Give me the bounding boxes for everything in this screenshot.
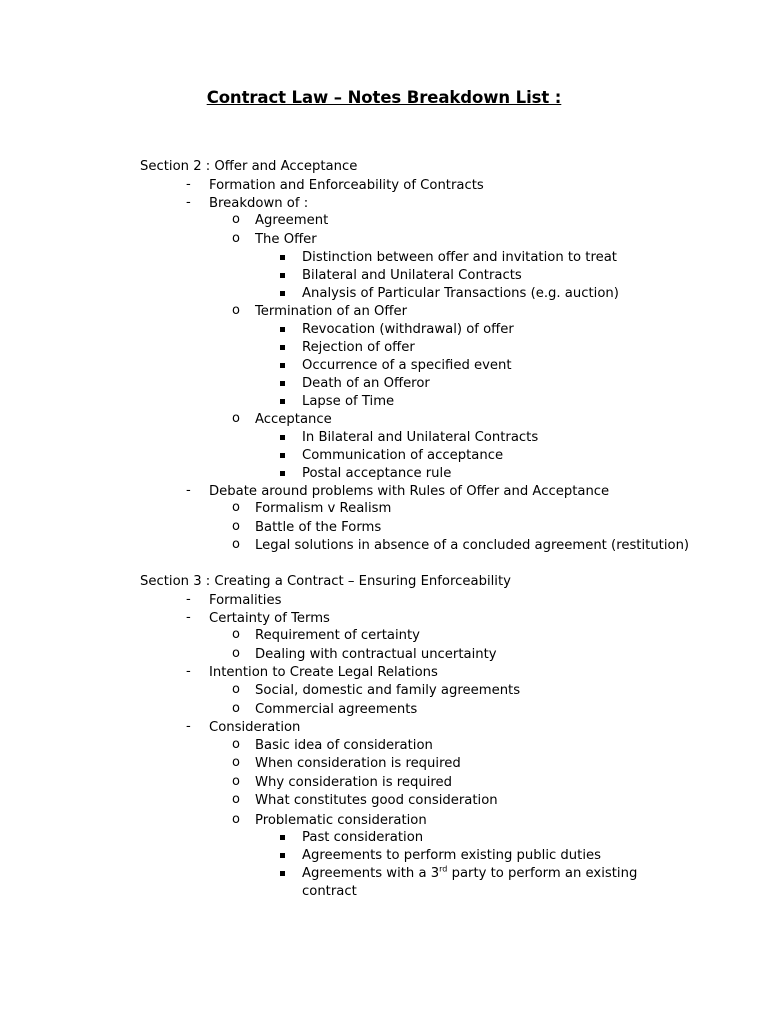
third-party-text-a: Agreements with a 3 bbox=[302, 866, 440, 881]
list-item: Why consideration is required bbox=[255, 775, 453, 790]
square-bullet bbox=[280, 363, 285, 368]
list-item: When consideration is required bbox=[255, 756, 461, 771]
square-bullet bbox=[280, 345, 285, 350]
circle-bullet: o bbox=[232, 701, 240, 716]
list-item: Certainty of Terms bbox=[209, 611, 330, 626]
circle-bullet: o bbox=[232, 812, 240, 827]
list-item: Occurrence of a specified event bbox=[302, 358, 512, 373]
square-bullet bbox=[280, 399, 285, 404]
list-item: Commercial agreements bbox=[255, 702, 418, 717]
list-item: Debate around problems with Rules of Offer and Acceptance bbox=[209, 484, 610, 499]
square-bullet bbox=[280, 273, 285, 278]
square-bullet bbox=[280, 381, 285, 386]
list-item: Agreement bbox=[255, 213, 329, 228]
list-item: Death of an Offeror bbox=[302, 376, 430, 391]
square-bullet bbox=[280, 327, 285, 332]
list-item: Legal solutions in absence of a concluded agreement (restitution) bbox=[255, 538, 690, 553]
circle-bullet: o bbox=[232, 646, 240, 661]
list-item: Formalism v Realism bbox=[255, 501, 392, 516]
third-party-text-b: party to perform an existing bbox=[451, 866, 638, 881]
list-item: Requirement of certainty bbox=[255, 628, 420, 643]
dash-bullet: - bbox=[186, 719, 191, 734]
page-title: Contract Law – Notes Breakdown List : bbox=[206, 88, 562, 107]
list-item: Intention to Create Legal Relations bbox=[209, 665, 438, 680]
circle-bullet: o bbox=[232, 519, 240, 534]
list-item: Dealing with contractual uncertainty bbox=[255, 647, 497, 662]
square-bullet bbox=[280, 871, 285, 876]
circle-bullet: o bbox=[232, 774, 240, 789]
list-item: Formalities bbox=[209, 593, 282, 608]
section-2-heading: Section 2 : Offer and Acceptance bbox=[140, 159, 358, 174]
circle-bullet: o bbox=[232, 411, 240, 426]
circle-bullet: o bbox=[232, 537, 240, 552]
list-item: Battle of the Forms bbox=[255, 520, 382, 535]
list-item: Formation and Enforceability of Contracts bbox=[209, 178, 484, 193]
list-item: Bilateral and Unilateral Contracts bbox=[302, 268, 522, 283]
list-item: Revocation (withdrawal) of offer bbox=[302, 322, 514, 337]
circle-bullet: o bbox=[232, 792, 240, 807]
circle-bullet: o bbox=[232, 627, 240, 642]
dash-bullet: - bbox=[186, 483, 191, 498]
square-bullet bbox=[280, 835, 285, 840]
list-item: In Bilateral and Unilateral Contracts bbox=[302, 430, 539, 445]
list-item: Termination of an Offer bbox=[255, 304, 408, 319]
list-item: Rejection of offer bbox=[302, 340, 415, 355]
ordinal-suffix: rd bbox=[439, 864, 448, 874]
list-item: The Offer bbox=[255, 232, 317, 247]
dash-bullet: - bbox=[186, 610, 191, 625]
square-bullet bbox=[280, 435, 285, 440]
square-bullet bbox=[280, 471, 285, 476]
dash-bullet: - bbox=[186, 177, 191, 192]
list-item: Postal acceptance rule bbox=[302, 466, 452, 481]
dash-bullet: - bbox=[186, 592, 191, 607]
circle-bullet: o bbox=[232, 682, 240, 697]
circle-bullet: o bbox=[232, 212, 240, 227]
square-bullet bbox=[280, 255, 285, 260]
list-item-third-party bbox=[302, 865, 637, 883]
square-bullet bbox=[280, 453, 285, 458]
list-item: Agreements to perform existing public duties bbox=[302, 848, 601, 863]
square-bullet bbox=[280, 853, 285, 858]
list-item: Breakdown of : bbox=[209, 196, 309, 211]
list-item: Analysis of Particular Transactions (e.g. auction) bbox=[302, 286, 619, 301]
list-item: Basic idea of consideration bbox=[255, 738, 433, 753]
circle-bullet: o bbox=[232, 755, 240, 770]
list-item: Communication of acceptance bbox=[302, 448, 504, 463]
list-item-continuation: contract bbox=[302, 884, 357, 899]
circle-bullet: o bbox=[232, 231, 240, 246]
circle-bullet: o bbox=[232, 303, 240, 318]
list-item: Consideration bbox=[209, 720, 301, 735]
list-item: What constitutes good consideration bbox=[255, 793, 498, 808]
list-item: Lapse of Time bbox=[302, 394, 395, 409]
list-item: Problematic consideration bbox=[255, 813, 427, 828]
circle-bullet: o bbox=[232, 500, 240, 515]
circle-bullet: o bbox=[232, 737, 240, 752]
list-item: Acceptance bbox=[255, 412, 332, 427]
list-item: Social, domestic and family agreements bbox=[255, 683, 521, 698]
dash-bullet: - bbox=[186, 195, 191, 210]
list-item: Distinction between offer and invitation to treat bbox=[302, 250, 617, 265]
dash-bullet: - bbox=[186, 664, 191, 679]
list-item: Past consideration bbox=[302, 830, 424, 845]
section-3-heading: Section 3 : Creating a Contract – Ensuring Enforceability bbox=[140, 574, 511, 589]
square-bullet bbox=[280, 291, 285, 296]
